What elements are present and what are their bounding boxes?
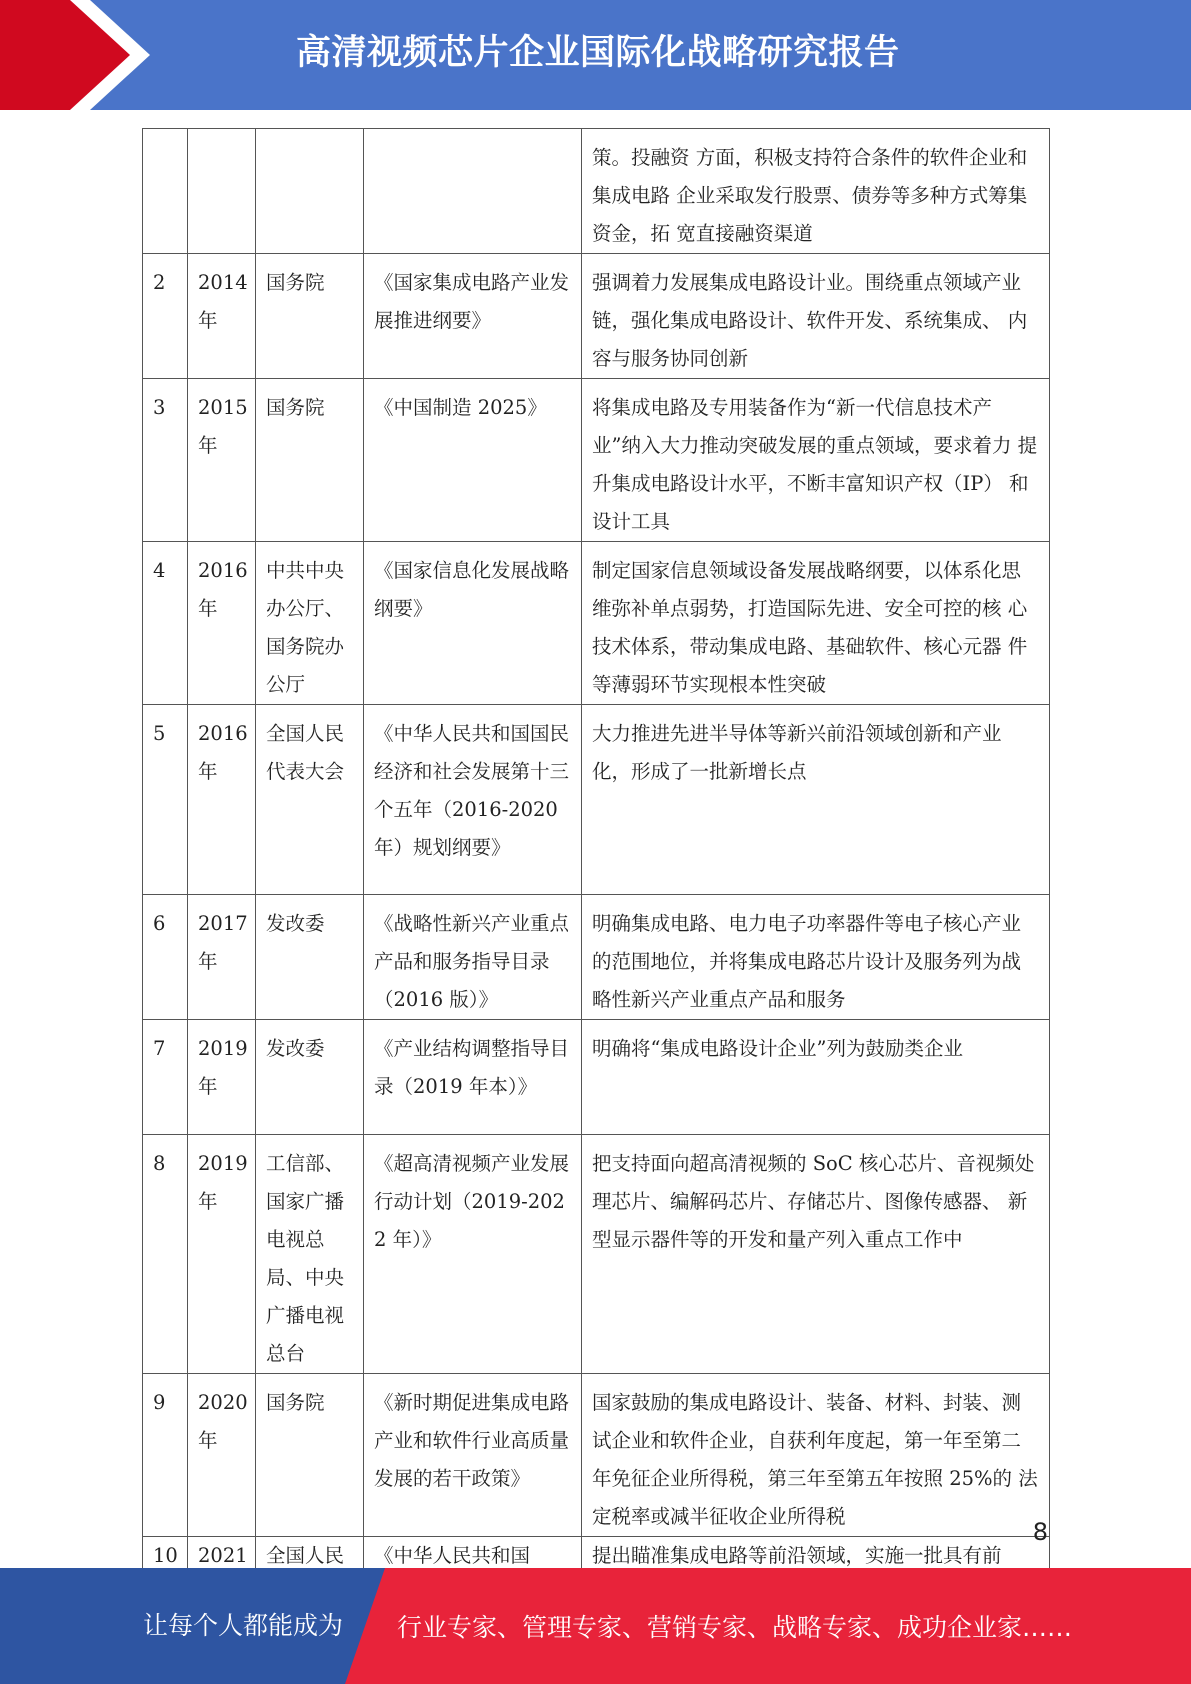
year-cell: 2021 [188, 1537, 256, 1576]
document-cell: 《中华人民共和国 [364, 1537, 582, 1576]
row-number-cell: 8 [143, 1135, 188, 1374]
issuer-cell: 发改委 [256, 895, 364, 1020]
issuer-cell: 国务院 [256, 379, 364, 542]
document-cell: 《国家集成电路产业发展推进纲要》 [364, 254, 582, 379]
document-cell: 《超高清视频产业发展行动计划（2019-2022 年）》 [364, 1135, 582, 1374]
document-cell: 《战略性新兴产业重点产品和服务指导目录（2016 版）》 [364, 895, 582, 1020]
table-row [143, 379, 1050, 542]
document-cell: 《中国制造 2025》 [364, 379, 582, 542]
table-row [143, 705, 1050, 895]
year-cell: 2017 年 [188, 895, 256, 1020]
table-row [143, 254, 1050, 379]
issuer-cell: 国务院 [256, 254, 364, 379]
row-number-cell: 4 [143, 542, 188, 705]
year-cell: 2014 年 [188, 254, 256, 379]
year-cell: 2019 年 [188, 1135, 256, 1374]
table-row [143, 129, 1050, 254]
issuer-cell: 工信部、国家广播电视总局、中央广播电视总台 [256, 1135, 364, 1374]
issuer-cell: 发改委 [256, 1020, 364, 1135]
row-number-cell: 2 [143, 254, 188, 379]
footer-slogan-right: 行业专家、管理专家、营销专家、战略专家、成功企业家…… [397, 1613, 1073, 1642]
document-cell: 《产业结构调整指导目录（2019 年本）》 [364, 1020, 582, 1135]
document-cell: 《中华人民共和国国民经济和社会发展第十三个五年（2016-2020 年）规划纲要》 [364, 705, 582, 895]
table-row [143, 1374, 1050, 1537]
header-red-arrow-icon [0, 0, 160, 110]
page-number: 8 [1032, 1518, 1048, 1546]
row-number-cell: 3 [143, 379, 188, 542]
row-number-cell: 10 [143, 1537, 188, 1576]
content-cell: 提出瞄准集成电路等前沿领域，实施一批具有前 [582, 1537, 1050, 1576]
issuer-cell [256, 129, 364, 254]
content-cell: 把支持面向超高清视频的 SoC 核心芯片、音视频处理芯片、编解码芯片、存储芯片、图像传感器、 新型显示器件等的开发和量产列入重点工作中 [582, 1135, 1050, 1374]
report-title: 高清视频芯片企业国际化战略研究报告 [296, 33, 900, 73]
issuer-cell: 中共中央办公厅、国务院办公厅 [256, 542, 364, 705]
document-cell: 《国家信息化发展战略纲要》 [364, 542, 582, 705]
content-cell: 策。投融资 方面，积极支持符合条件的软件企业和集成电路 企业采取发行股票、债券等多种方式筹集资金，拓 宽直接融资渠道 [582, 129, 1050, 254]
issuer-cell: 全国人民 [256, 1537, 364, 1576]
page-header [0, 0, 1191, 110]
content-cell: 国家鼓励的集成电路设计、装备、材料、封装、测 试企业和软件企业，自获利年度起，第一年至第二 年免征企业所得税，第三年至第五年按照 25%的 法定税率或减半征收企业所得税 [582, 1374, 1050, 1537]
row-number-cell: 6 [143, 895, 188, 1020]
table-row [143, 1020, 1050, 1135]
content-cell: 明确集成电路、电力电子功率器件等电子核心产业的范围地位，并将集成电路芯片设计及服务列为战略性新兴产业重点产品和服务 [582, 895, 1050, 1020]
table-row [143, 542, 1050, 705]
year-cell: 2020 年 [188, 1374, 256, 1537]
row-number-cell: 7 [143, 1020, 188, 1135]
document-cell [364, 129, 582, 254]
policy-table [142, 128, 1050, 1576]
footer-slogan-left: 让每个人都能成为 [143, 1611, 344, 1640]
content-cell: 将集成电路及专用装备作为“新一代信息技术产业”纳入大力推动突破发展的重点领域，要求着力 提升集成电路设计水平，不断丰富知识产权（IP） 和设计工具 [582, 379, 1050, 542]
issuer-cell: 全国人民代表大会 [256, 705, 364, 895]
row-number-cell [143, 129, 188, 254]
year-cell: 2016 年 [188, 705, 256, 895]
year-cell: 2019 年 [188, 1020, 256, 1135]
document-cell: 《新时期促进集成电路产业和软件行业高质量发展的若干政策》 [364, 1374, 582, 1537]
page-footer [0, 1568, 1191, 1684]
table-row [143, 895, 1050, 1020]
year-cell: 2015 年 [188, 379, 256, 542]
year-cell [188, 129, 256, 254]
content-cell: 强调着力发展集成电路设计业。围绕重点领域产业链，强化集成电路设计、软件开发、系统集成、 内容与服务协同创新 [582, 254, 1050, 379]
row-number-cell: 9 [143, 1374, 188, 1537]
content-cell: 大力推进先进半导体等新兴前沿领域创新和产业化，形成了一批新增长点 [582, 705, 1050, 895]
content-cell: 制定国家信息领域设备发展战略纲要，以体系化思维弥补单点弱势，打造国际先进、安全可控的核 心技术体系，带动集成电路、基础软件、核心元器 件等薄弱环节实现根本性突破 [582, 542, 1050, 705]
row-number-cell: 5 [143, 705, 188, 895]
content-cell: 明确将“集成电路设计企业”列为鼓励类企业 [582, 1020, 1050, 1135]
year-cell: 2016 年 [188, 542, 256, 705]
issuer-cell: 国务院 [256, 1374, 364, 1537]
table-row [143, 1135, 1050, 1374]
